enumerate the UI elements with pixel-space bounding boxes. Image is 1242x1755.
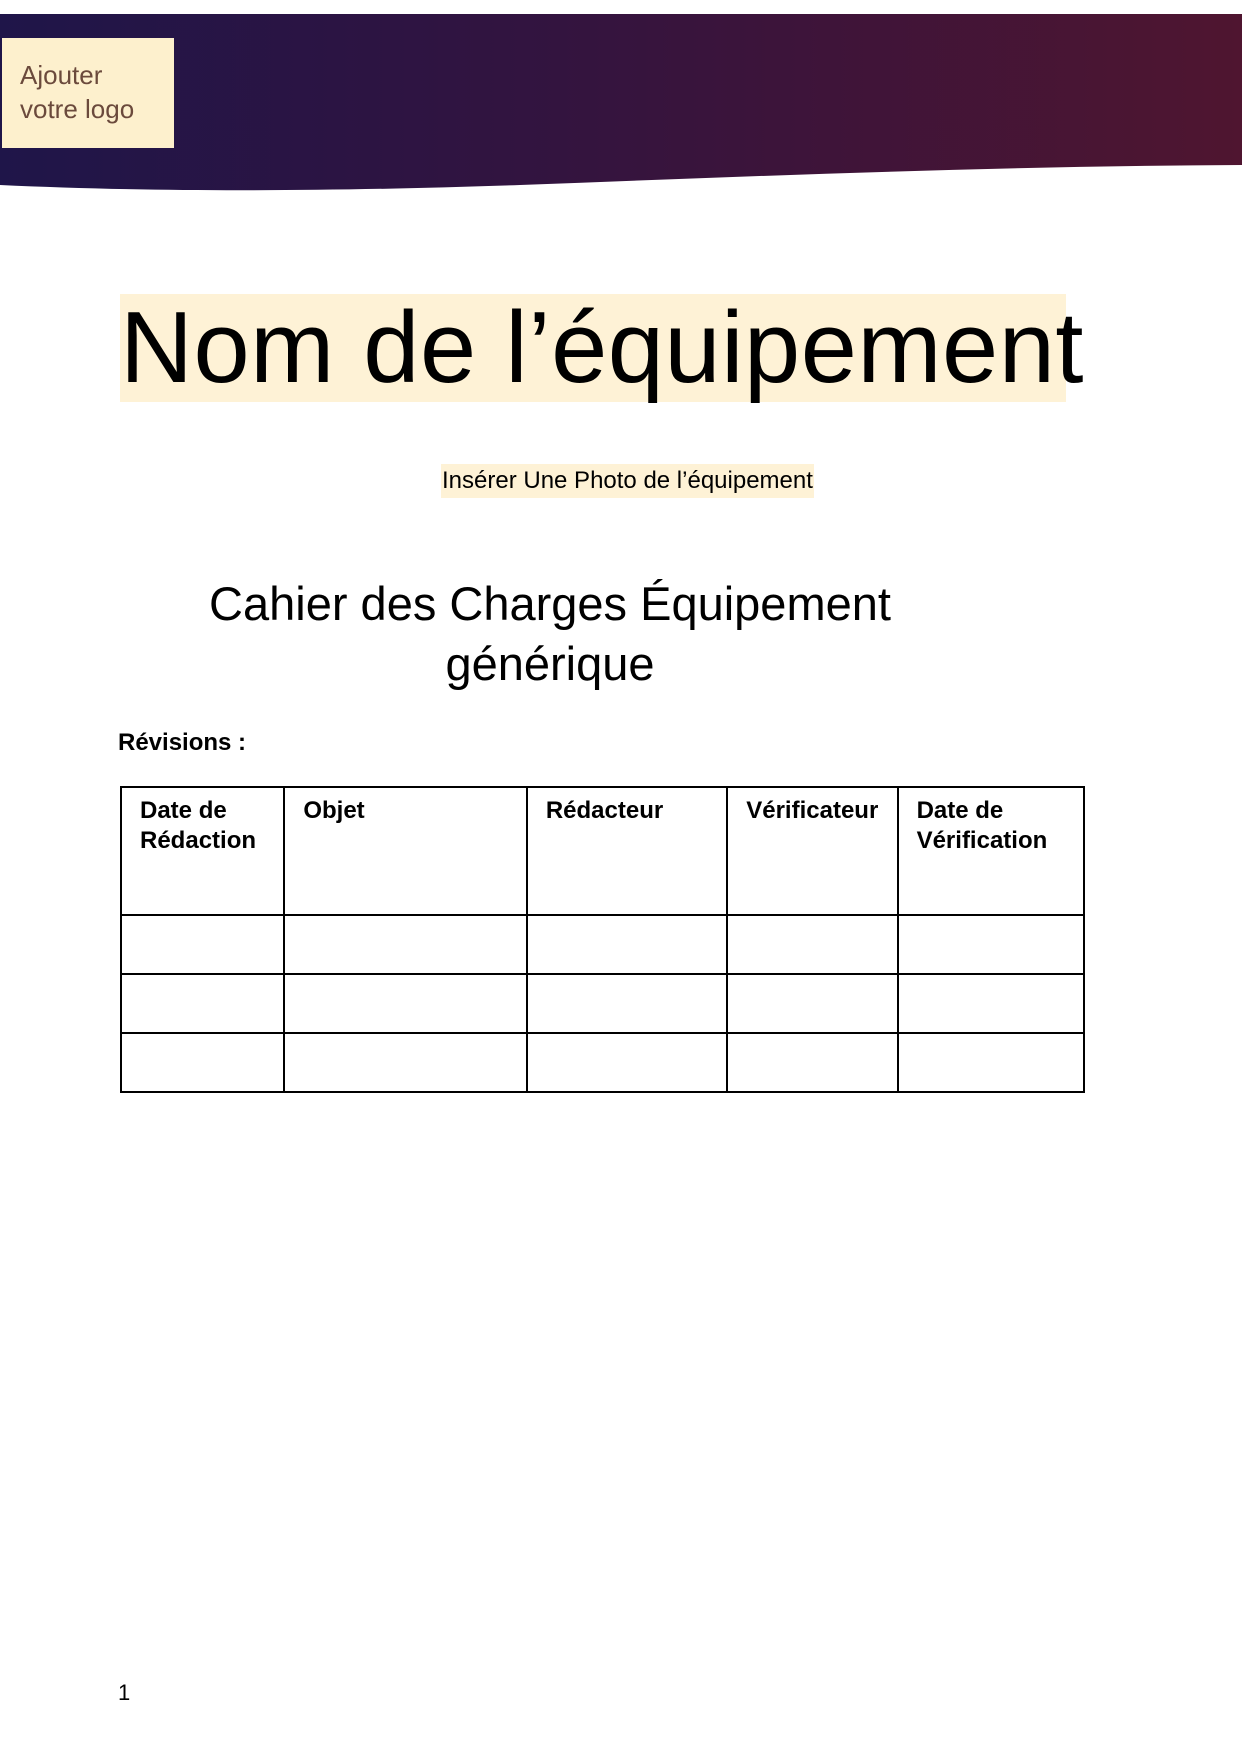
table-row <box>121 1033 1084 1092</box>
revisions-table <box>120 786 1085 1093</box>
table-cell[interactable] <box>121 974 284 1033</box>
photo-placeholder[interactable]: Insérer Une Photo de l’équipement <box>441 464 814 498</box>
table-cell[interactable] <box>121 915 284 974</box>
table-cell[interactable] <box>727 1033 897 1092</box>
table-header-row <box>121 787 1084 915</box>
table-row <box>121 915 1084 974</box>
column-header-date-redaction: Date de Rédaction <box>121 787 284 915</box>
column-header-redacteur: Rédacteur <box>527 787 727 915</box>
revisions-label: Révisions : <box>118 729 247 756</box>
table-cell[interactable] <box>284 915 527 974</box>
table-row <box>121 974 1084 1033</box>
table-cell[interactable] <box>527 915 727 974</box>
table-cell[interactable] <box>121 1033 284 1092</box>
header-banner-shape <box>0 14 1242 200</box>
table-cell[interactable] <box>284 1033 527 1092</box>
equipment-name-title[interactable]: Nom de l’équipement <box>120 292 1084 404</box>
table-cell[interactable] <box>898 974 1084 1033</box>
column-header-date-verification: Date de Vérification <box>898 787 1084 915</box>
title-highlight <box>120 292 1084 404</box>
table-cell[interactable] <box>527 974 727 1033</box>
table-cell[interactable] <box>284 974 527 1033</box>
column-header-objet: Objet <box>284 787 527 915</box>
table-cell[interactable] <box>527 1033 727 1092</box>
header-banner <box>0 14 1242 200</box>
table-cell[interactable] <box>727 915 897 974</box>
document-subtitle: Cahier des Charges Équipement générique <box>209 577 891 690</box>
column-header-verificateur: Vérificateur <box>727 787 897 915</box>
page-number: 1 <box>118 1680 131 1705</box>
table-cell[interactable] <box>898 1033 1084 1092</box>
table-cell[interactable] <box>727 974 897 1033</box>
logo-placeholder[interactable]: Ajouter votre logo <box>2 38 174 148</box>
table-cell[interactable] <box>898 915 1084 974</box>
